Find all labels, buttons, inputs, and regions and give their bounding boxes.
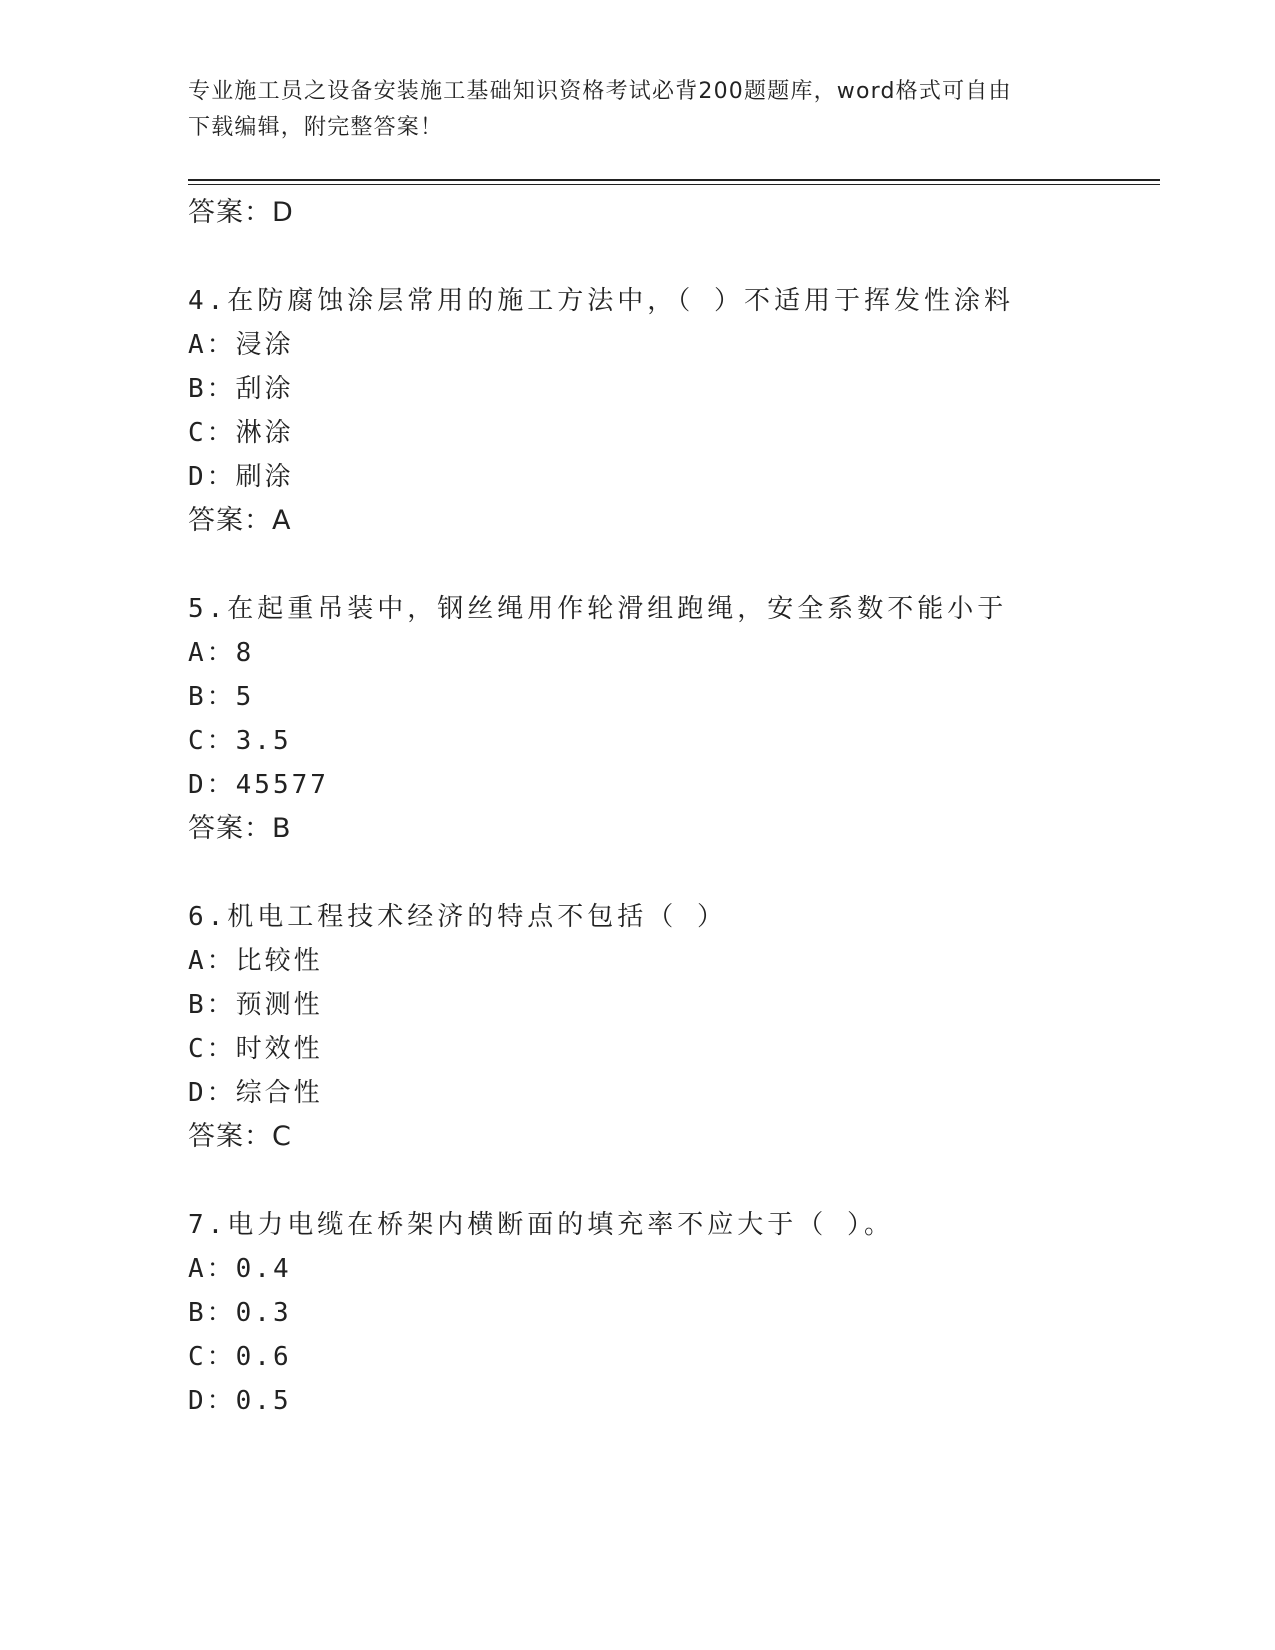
option-a: A：0.4 xyxy=(188,1254,292,1284)
header-divider-thin xyxy=(188,184,1160,185)
question-title: 5.在起重吊装中，钢丝绳用作轮滑组跑绳，安全系数不能小于 xyxy=(188,594,1008,624)
answer: 答案：C xyxy=(188,1121,292,1152)
option-c: C：0.6 xyxy=(188,1342,292,1372)
question-title: 7.电力电缆在桥架内横断面的填充率不应大于（ ）。 xyxy=(188,1210,894,1240)
option-b: B：0.3 xyxy=(188,1298,292,1328)
option-a: A：比较性 xyxy=(188,946,323,976)
option-d: D：0.5 xyxy=(188,1386,292,1416)
option-c: C：3.5 xyxy=(188,726,292,756)
option-b: B：刮涂 xyxy=(188,374,294,404)
option-d: D：45577 xyxy=(188,770,329,800)
answer: 答案：B xyxy=(188,813,292,844)
previous-answer: 答案：D xyxy=(188,197,294,228)
option-c: C：时效性 xyxy=(188,1034,323,1064)
option-d: D：刷涂 xyxy=(188,462,294,492)
header-line-2: 下载编辑，附完整答案！ xyxy=(188,115,444,140)
option-a: A：8 xyxy=(188,638,255,668)
option-d: D：综合性 xyxy=(188,1078,323,1108)
header-divider-thick xyxy=(188,179,1160,181)
document-header xyxy=(188,74,1068,146)
answer: 答案：A xyxy=(188,505,292,536)
header-line-1: 专业施工员之设备安装施工基础知识资格考试必背200题题库，word格式可自由 xyxy=(188,79,1012,104)
question-title: 4.在防腐蚀涂层常用的施工方法中，（ ）不适用于挥发性涂料 xyxy=(188,286,1014,316)
option-c: C：淋涂 xyxy=(188,418,294,448)
option-b: B：预测性 xyxy=(188,990,323,1020)
option-b: B：5 xyxy=(188,682,255,712)
question-title: 6.机电工程技术经济的特点不包括（ ） xyxy=(188,902,727,932)
option-a: A：浸涂 xyxy=(188,330,294,360)
